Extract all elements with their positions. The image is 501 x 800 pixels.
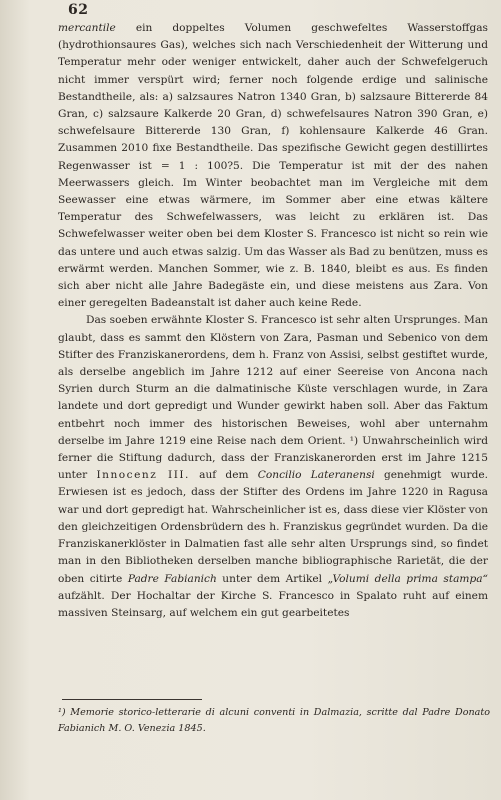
footnote: ¹) Memorie storico-letterarie di alcuni conventi in Dalmazia, scritte dal Padre Donato Fabianich M. O. Venezia 1845. [58,707,490,734]
paragraph-1 [58,20,488,312]
paragraph-2 [58,312,488,622]
author-name: Padre Fabianich [127,572,217,585]
paragraph-2-part-3: genehmigt wurde. Erwiesen ist es jedoch, dass der Stifter des Ordens im Jahre 1220 in Ragusa war und dort gepredigt hat. Wahrscheinlicher ist es, dass diese vier Klöster von den gleichzeitigen Ordensbrüdern des h. Franziskus gegründet wurden. Da die Franziskanerklöster in Dalmatien fast alle sehr alten Ursprungs sind, so findet man in den Bibliotheken derselben manche bibliographische Rarietät, die der oben citirte [58,469,489,585]
paragraph-2-part-5: aufzählt. Der Hochaltar der Kirche S. Francesco in Spalato ruht auf einem massiven Steinsarg, auf welchem ein gut gearbeitetes [58,589,488,619]
paragraph-1-text: ein doppeltes Volumen geschwefeltes Wasserstoffgas (hydrothionsaures Gas), welches sich nach Verschiedenheit der Witterung und Temperatur mehr oder weniger entwickelt, daher auch der Schwefelgeruch nicht immer verspürt wird; ferner noch folgende erdige und salinische Bestandtheile, als: a) salzsaures Natron 1340 Gran, b) salzsaure Bittererde 84 Gran, c) salzsaure Kalkerde 20 Gran, d) schwefelsaures Natron 390 Gran, e) schwefelsaure Bittererde 130 Gran, f) kohlensaure Kalkerde 46 Gran. Zusammen 2010 fixe Bestandtheile. Das spezifische Gewicht gegen destillirtes Regenwasser ist = 1 : 100?5. Die Temperatur ist mit der des nahen Meerwassers gleich. Im Winter beobachtet man im Vergleiche mit dem Seewasser eine etwas wärmere, im Sommer aber eine etwas kältere Temperatur des Schwefelwassers, was leicht zu erklären ist. Das Schwefelwasser weiter oben bei dem Kloster S. Francesco ist nicht so rein wie das untere und auch etwas salzig. Um das Wasser als Bad zu benützen, muss es erwärmt werden. Manchen Sommer, wie z. B. 1840, bleibt es aus. Es finden sich aber nicht alle Jahre Badegäste ein, und diese meistens aus Zara. Von einer geregelten Badeanstalt ist daher auch keine Rede. [58,22,488,310]
paragraph-2-part-4: unter dem Artikel [216,572,328,585]
page-number: 62 [68,2,89,18]
council-name: Concilio Lateranensi [257,469,375,482]
footnote-divider [62,699,202,700]
body-text [58,20,488,622]
pope-name: Innocenz III. [96,469,190,482]
article-title: „Volumi della prima stampa“ [327,572,488,585]
paragraph-2-part-1: Das soeben erwähnte Kloster S. Francesco ist sehr alten Ursprunges. Man glaubt, dass es sammt den Klöstern von Zara, Pasman und Sebenico von dem Stifter des Franziskanerordens, dem h. Franz von Assisi, selbst gestiftet wurde, als derselbe angeblich im Jahre 1212 auf einer Seereise von Ancona nach Syrien durch Sturm an die dalmatinische Küste verschlagen wurde, in Zara landete und dort gepredigt und Wunder gewirkt haben soll. Aber das Faktum entbehrt noch immer des historischen Beweises, wohl aber unternahm derselbe im Jahre 1219 eine Reise nach dem Orient. ¹) Unwahrscheinlich wird ferner die Stiftung dadurch, dass der Franziskanerorden erst im Jahre 1215 unter [58,314,488,482]
paragraph-2-part-2: auf dem [189,469,258,482]
lead-italic-word: mercantile [58,22,116,34]
